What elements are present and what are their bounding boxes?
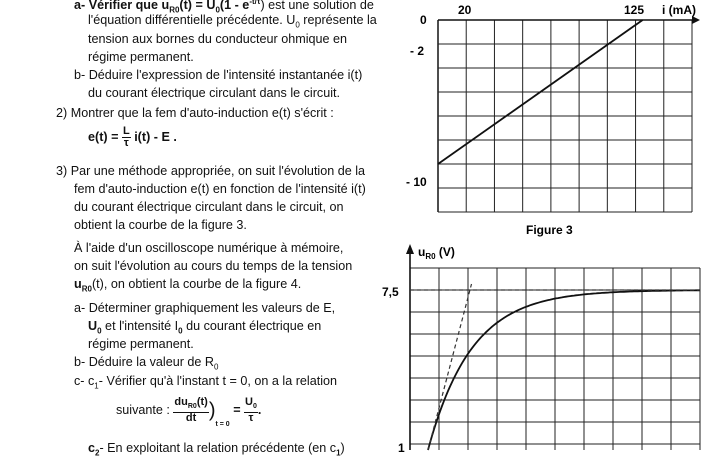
question-3c1: c- $c_1-$ Vérifier qu'à l'instant t = 0, on a la relation bbox=[74, 374, 338, 391]
figure-3-tick-minus-2: - 2 bbox=[410, 44, 425, 58]
figure-3-tick-20: 20 bbox=[458, 3, 472, 17]
question-a-line2: l'équation différentielle précédente. $U_0$ représente la bbox=[88, 13, 377, 30]
question-3-line3: du courant électrique circulant dans le circuit, on bbox=[74, 200, 344, 214]
question-3a-line2: $U_0$ et l'intensité $I_0$ du courant électrique en bbox=[88, 319, 322, 336]
paragraph-line2: on suit l'évolution au cours du temps de la tension bbox=[74, 259, 353, 273]
question-2: 2) Montrer que la fem d'auto-induction e(t) s'écrit : bbox=[56, 106, 334, 120]
figure-4-data-curve bbox=[428, 290, 700, 450]
question-3a-line3: régime permanent. bbox=[88, 337, 194, 351]
question-3c2: $c_2-$ En exploitant la relation précédente (en $c_1$) bbox=[88, 441, 345, 458]
figure-4-grid bbox=[410, 268, 700, 450]
fraction-u0-over-tau: $\frac{U_0}{\tau}$ bbox=[245, 396, 257, 425]
figure-3-chart bbox=[380, 0, 720, 245]
figure-4-chart bbox=[370, 238, 720, 455]
question-a-line3: tension aux bornes du conducteur ohmique en bbox=[88, 32, 348, 46]
fraction-l-over-tau: $\frac{L}{\tau}$ bbox=[122, 125, 130, 150]
question-a-line4: régime permanent. bbox=[88, 50, 194, 64]
figure-3-grid bbox=[438, 20, 692, 212]
figure-4-y-label: $u_{R0}$ (V) bbox=[418, 245, 455, 261]
relation-duR0-dt: suivante : $\frac{du_{R0}(t)}{dt}$ )$_{t = 0}$ = $\frac{U_0}{\tau}$ . bbox=[116, 396, 262, 428]
figure-3-tick-125: 125 bbox=[624, 3, 645, 17]
question-3-line4: obtient la courbe de la figure 3. bbox=[74, 218, 247, 232]
figure-3-x-axis-arrow bbox=[692, 16, 700, 24]
paragraph-line1: À l'aide d'un oscilloscope numérique à mémoire, bbox=[74, 241, 344, 255]
figure-3-tick-0: 0 bbox=[420, 13, 427, 27]
figure-4-tick-7-5: 7,5 bbox=[382, 285, 399, 299]
question-3b: b- Déduire la valeur de $R_0$ bbox=[74, 355, 219, 372]
paragraph-line3: $u_{R0}(t)$, on obtient la courbe de la figure 4. bbox=[74, 277, 302, 294]
question-3-line2: fem d'auto-induction e(t) en fonction de l'intensité i(t) bbox=[74, 182, 366, 196]
fraction-du-over-dt: $\frac{du_{R0}(t)}{dt}$ bbox=[174, 396, 208, 425]
figure-3-tick-minus-10: - 10 bbox=[406, 175, 427, 189]
figure-3-caption: Figure 3 bbox=[526, 223, 573, 237]
equation-e-of-t: e(t) = $\frac{L}{\tau}$ i(t) - E . bbox=[88, 125, 177, 150]
question-b-line1: b- Déduire l'expression de l'intensité instantanée i(t) bbox=[74, 68, 363, 82]
figure-4-tick-1: 1 bbox=[398, 441, 405, 455]
figure-4-y-axis-arrow bbox=[406, 244, 414, 254]
question-a-line1: a- Vérifier que $u_{R0}(t) = U_0(1 - e^{-t/\tau})$ est une solution de bbox=[74, 0, 374, 15]
question-3-line1: 3) Par une méthode appropriée, on suit l'évolution de la bbox=[56, 164, 366, 178]
question-b-line2: du courant électrique circulant dans le circuit. bbox=[88, 86, 341, 100]
question-3a-line1: a- Déterminer graphiquement les valeurs de E, bbox=[74, 301, 336, 315]
figure-3-x-label: i (mA) bbox=[662, 3, 696, 17]
